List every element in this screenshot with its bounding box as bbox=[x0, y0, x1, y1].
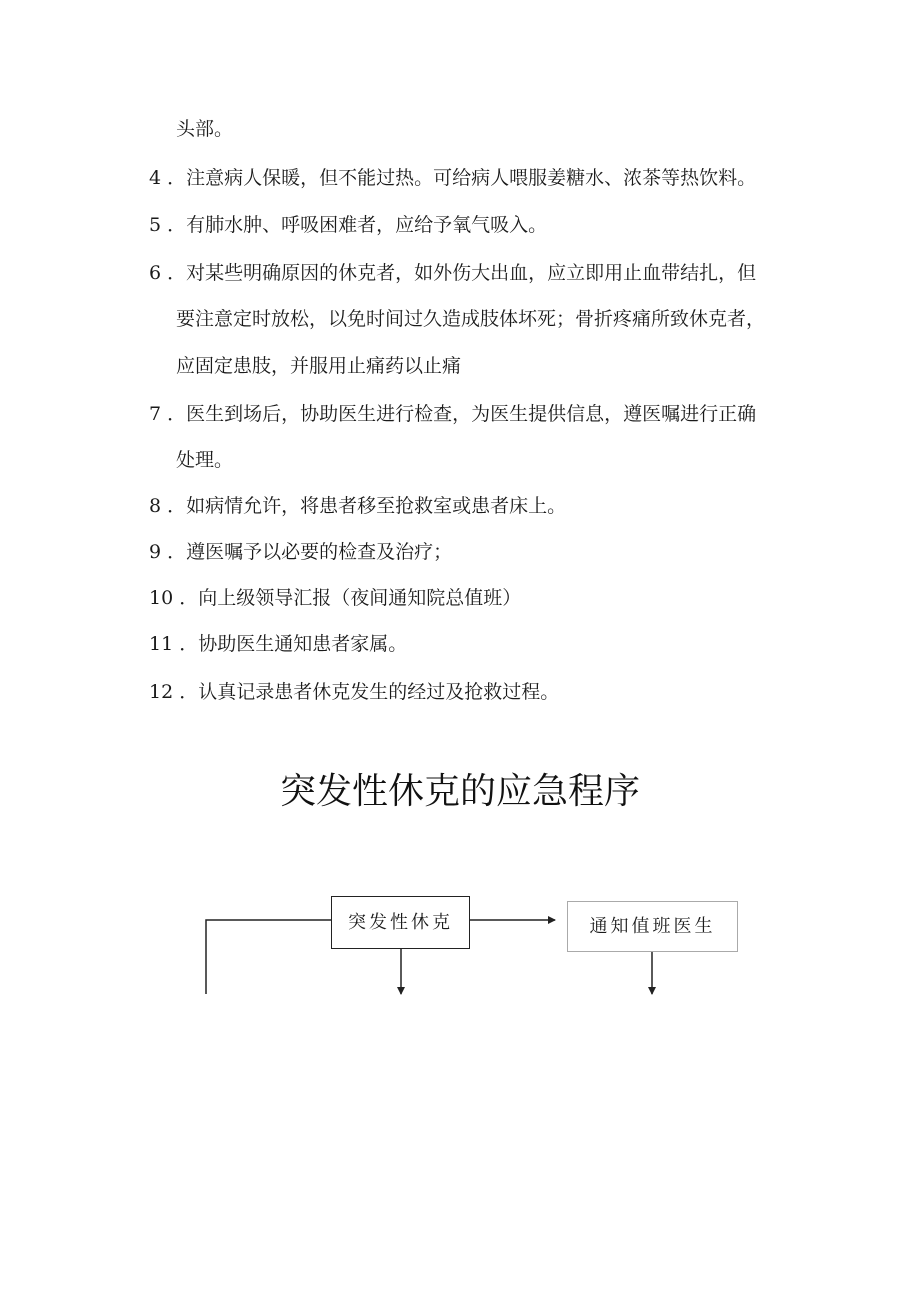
text-line: 应固定患肢，并服用止痛药以止痛 bbox=[176, 355, 462, 377]
flowchart-title: 突发性休克的应急程序 bbox=[279, 771, 640, 812]
text-line: 6 ．对某些明确原因的休克者，如外伤大出血，应立即用止血带结扎，但 bbox=[149, 262, 757, 284]
text-line: 8 ．如病情允许，将患者移至抢救室或患者床上。 bbox=[149, 495, 567, 517]
flow-node-sudden-shock: 突发性休克 bbox=[331, 896, 470, 949]
text-line: 4 ．注意病人保暖，但不能过热。可给病人喂服姜糖水、浓茶等热饮料。 bbox=[149, 167, 757, 189]
text-line: 7 ．医生到场后，协助医生进行检查，为医生提供信息，遵医嘱进行正确 bbox=[149, 403, 757, 425]
text-line: 5 ．有肺水肿、呼吸困难者，应给予氧气吸入。 bbox=[149, 214, 548, 236]
text-line: 11 ．协助医生通知患者家属。 bbox=[149, 633, 408, 655]
text-line: 头部。 bbox=[176, 118, 234, 140]
text-line: 12 ．认真记录患者休克发生的经过及抢救过程。 bbox=[149, 681, 560, 703]
text-line: 处理。 bbox=[176, 449, 234, 471]
flow-node-notify-doctor: 通知值班医生 bbox=[567, 901, 738, 952]
text-line: 10 ．向上级领导汇报（夜间通知院总值班） bbox=[149, 587, 522, 609]
connector-left-loop bbox=[206, 920, 331, 994]
text-line: 9 ．遵医嘱予以必要的检查及治疗； bbox=[149, 541, 453, 563]
text-line: 要注意定时放松，以免时间过久造成肢体坏死；骨折疼痛所致休克者， bbox=[176, 308, 766, 330]
